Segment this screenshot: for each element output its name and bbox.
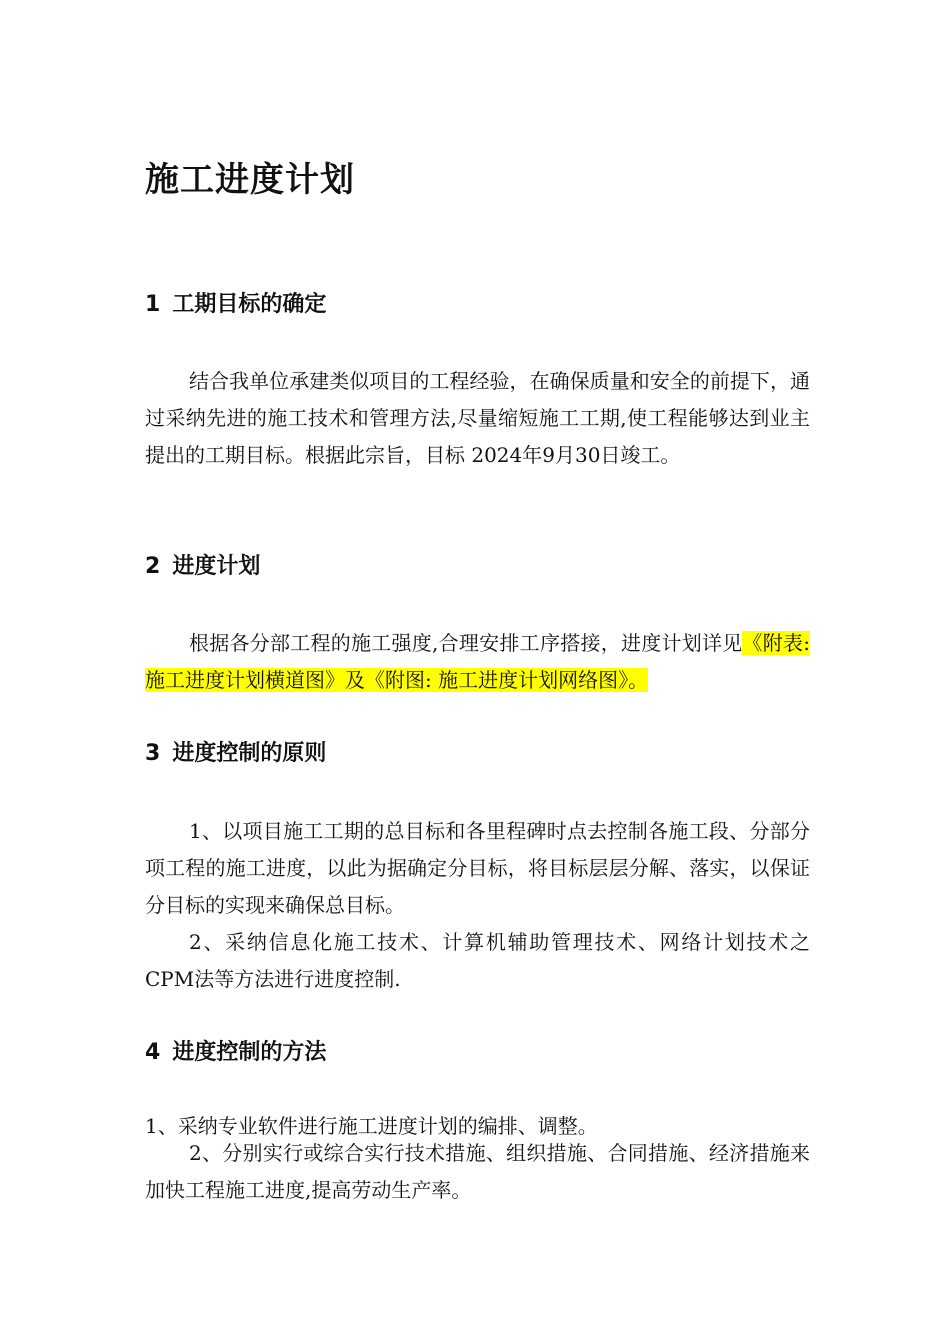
section-heading-1 [145,287,326,318]
section-heading-3 [145,736,326,767]
highlighted-reference: 《附表: 施工进度计划横道图》及《附图: 施工进度计划网络图》。 [145,631,810,692]
section-3-paragraph-2: 2、采纳信息化施工技术、计算机辅助管理技术、网络计划技术之CPM法等方法进行进度控制. [145,930,810,991]
section-number: 3 [145,741,161,766]
section-title: 进度计划 [172,554,261,579]
section-title: 进度控制的原则 [172,741,327,766]
section-title: 工期目标的确定 [172,292,327,317]
section-1-paragraph: 结合我单位承建类似项目的工程经验，在确保质量和安全的前提下，通过采纳先进的施工技术和管理方法,尽量缩短施工工期,使工程能够达到业主提出的工期目标。根据此宗旨，目标 2024年9月30日竣工。 [145,369,810,467]
section-title: 进度控制的方法 [172,1040,327,1065]
section-number: 1 [145,292,161,317]
section-2-paragraph [145,625,810,699]
section-3-paragraph-1: 1、以项目施工工期的总目标和各里程碑时点去控制各施工段、分部分项工程的施工进度，以此为据确定分目标，将目标层层分解、落实，以保证分目标的实现来确保总目标。 [145,819,810,917]
section-4-paragraph-1: 1、采纳专业软件进行施工进度计划的编排、调整。 [145,1114,598,1138]
paragraph-text: 根据各分部工程的施工强度,合理安排工序搭接，进度计划详见 [189,631,743,655]
section-4-paragraph-2: 2、分别实行或综合实行技术措施、组织措施、合同措施、经济措施来加快工程施工进度,提高劳动生产率。 [145,1141,810,1202]
section-number: 2 [145,554,161,579]
section-heading-4 [145,1035,326,1066]
section-heading-2 [145,549,260,580]
page-title: 施工进度计划 [145,160,355,200]
section-number: 4 [145,1040,161,1065]
